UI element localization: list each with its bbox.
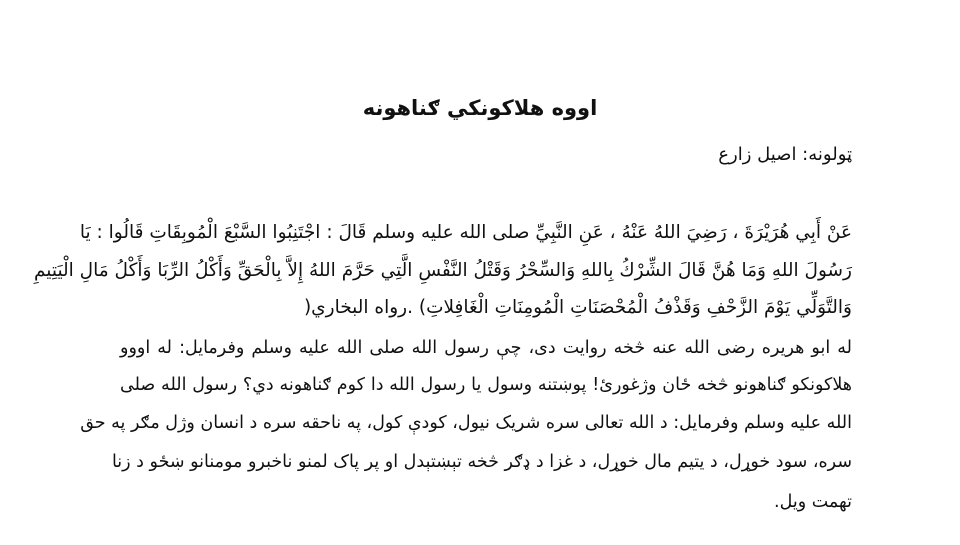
translation-line: الله عليه وسلم وفرمايل: د الله تعالی سره شريک نيول، کودې کول، په ناحقه سره د انسان وژل مګر په حق [80,413,852,433]
translation-line: هلاکونکو ګناهونو څخه ځان وژغورئ! پوښتنه وسول يا رسول الله دا کوم ګناهونه دي؟ رسول الله صلی [120,375,852,395]
translation-line: تهمت ويل. [774,492,852,512]
author-line: ټولونه: اصيل زارع [718,144,852,165]
translation-line: سره، سود خوړل، د يتيم مال خوړل، د غزا د ډګر څخه تېښتېدل او پر پاک لمنو ناخبرو مومنانو ښځو د زنا [111,452,852,472]
hadith-line: عَنْ أَبِي هُرَيْرَةَ ، رَضِيَ اللهُ عَنْهُ ، عَنِ النَّبِيِّ صلى الله عليه وسلم قَالَ : اجْتَنِبُوا السَّبْعَ الْمُوبِقَاتِ قَالُوا : يَا [79,222,852,243]
document-title: اووه هلاکونکي ګناهونه [362,96,598,120]
hadith-line: رَسُولَ اللهِ وَمَا هُنَّ قَالَ الشِّرْكُ بِاللهِ وَالسِّحْرُ وَقَتْلُ النَّفْسِ الَّتِي حَرَّمَ اللهُ إِلاَّ بِالْحَقِّ وَأَكْلُ الرِّبَا وَأَكْلُ مَالِ الْيَتِيمِ [33,260,852,281]
hadith-line: وَالتَّوَلِّي يَوْمَ الزَّحْفِ وَقَذْفُ الْمُحْصَنَاتِ الْمُومِنَاتِ الْغَافِلاتِ) .رواه البخاري( [303,297,852,318]
translation-line: له ابو هريره رضی الله عنه څخه روايت دی، چې رسول الله صلی الله عليه وسلم وفرمايل: له اووو [120,338,852,358]
